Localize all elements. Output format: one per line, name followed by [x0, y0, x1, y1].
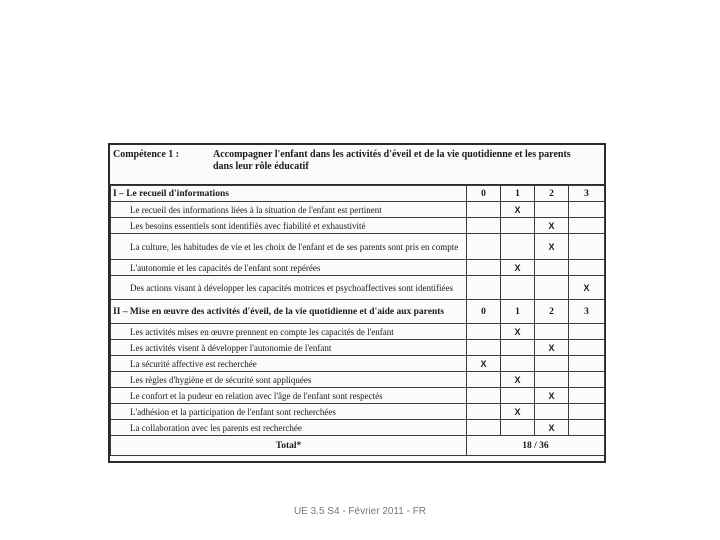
score-column-header: 0	[467, 186, 501, 202]
competence-title-line1: Accompagner l'enfant dans les activités d'éveil et de la vie quotidienne et les parents	[213, 149, 571, 160]
criterion-text: La sécurité affective est recherchée	[111, 356, 467, 372]
score-column-header: 0	[467, 300, 501, 324]
score-mark: X	[569, 276, 605, 300]
score-cell	[569, 404, 605, 420]
slide-footer: UE 3.5 S4 - Février 2011 - FR	[293, 506, 427, 517]
score-mark: X	[467, 356, 501, 372]
evaluation-table	[110, 185, 605, 456]
score-cell	[569, 202, 605, 218]
score-cell	[535, 372, 569, 388]
score-mark: X	[501, 324, 535, 340]
score-mark: X	[535, 218, 569, 234]
score-cell	[467, 388, 501, 404]
score-cell	[467, 420, 501, 436]
criterion-text: L'adhésion et la participation de l'enfant sont recherchées	[111, 404, 467, 420]
criterion-row	[111, 260, 605, 276]
criterion-row	[111, 388, 605, 404]
score-cell	[501, 276, 535, 300]
score-column-header: 1	[501, 186, 535, 202]
score-cell	[569, 340, 605, 356]
score-cell	[535, 260, 569, 276]
competence-title	[213, 149, 603, 173]
score-column-header: 2	[535, 186, 569, 202]
total-value: 18 / 36	[467, 436, 605, 456]
score-cell	[467, 202, 501, 218]
score-mark: X	[501, 372, 535, 388]
criterion-row	[111, 340, 605, 356]
competence-title-line2: dans leur rôle éducatif	[213, 161, 309, 172]
score-cell	[467, 340, 501, 356]
score-mark: X	[535, 340, 569, 356]
section-header-row	[111, 186, 605, 202]
competence-header	[110, 145, 604, 185]
score-cell	[467, 324, 501, 340]
score-column-header: 3	[569, 186, 605, 202]
criterion-text: L'autonomie et les capacités de l'enfant sont repérées	[111, 260, 467, 276]
score-cell	[467, 260, 501, 276]
criterion-text: Les activités mises en œuvre prennent en compte les capacités de l'enfant	[111, 324, 467, 340]
competence-label: Compétence 1 :	[113, 149, 180, 160]
score-cell	[501, 420, 535, 436]
score-cell	[569, 356, 605, 372]
score-mark: X	[501, 202, 535, 218]
score-cell	[535, 276, 569, 300]
criterion-row	[111, 218, 605, 234]
total-label: Total*	[111, 436, 467, 456]
criterion-text: La culture, les habitudes de vie et les choix de l'enfant et de ses parents sont pris en compte	[111, 234, 467, 260]
score-cell	[569, 372, 605, 388]
score-mark: X	[535, 420, 569, 436]
evaluation-grid-scan	[108, 143, 606, 463]
section-title: I – Le recueil d'informations	[111, 186, 467, 202]
criterion-row	[111, 276, 605, 300]
score-cell	[535, 324, 569, 340]
criterion-row	[111, 324, 605, 340]
criterion-row	[111, 372, 605, 388]
score-cell	[501, 388, 535, 404]
score-column-header: 1	[501, 300, 535, 324]
criterion-row	[111, 404, 605, 420]
total-row	[111, 436, 605, 456]
criterion-text: Les besoins essentiels sont identifiés avec fiabilité et exhaustivité	[111, 218, 467, 234]
criterion-text: Les activités visent à développer l'autonomie de l'enfant	[111, 340, 467, 356]
score-cell	[569, 388, 605, 404]
score-cell	[569, 260, 605, 276]
score-cell	[535, 404, 569, 420]
score-column-header: 2	[535, 300, 569, 324]
score-cell	[501, 340, 535, 356]
criterion-text: Des actions visant à développer les capacités motrices et psychoaffectives sont identifiées	[111, 276, 467, 300]
evaluation-table-body	[111, 186, 605, 456]
score-mark: X	[501, 260, 535, 276]
criterion-row	[111, 356, 605, 372]
criterion-text: Le recueil des informations liées à la situation de l'enfant est pertinent	[111, 202, 467, 218]
section-title: II – Mise en œuvre des activités d'éveil, de la vie quotidienne et d'aide aux parents	[111, 300, 467, 324]
criterion-text: Le confort et la pudeur en relation avec l'âge de l'enfant sont respectés	[111, 388, 467, 404]
score-cell	[569, 420, 605, 436]
criterion-row	[111, 234, 605, 260]
score-cell	[467, 404, 501, 420]
score-cell	[501, 218, 535, 234]
score-cell	[501, 234, 535, 260]
score-cell	[467, 218, 501, 234]
score-column-header: 3	[569, 300, 605, 324]
criterion-text: Les règles d'hygiène et de sécurité sont appliquées	[111, 372, 467, 388]
score-cell	[569, 218, 605, 234]
score-mark: X	[501, 404, 535, 420]
score-cell	[569, 324, 605, 340]
criterion-row	[111, 202, 605, 218]
score-cell	[467, 372, 501, 388]
score-cell	[535, 356, 569, 372]
criterion-row	[111, 420, 605, 436]
criterion-text: La collaboration avec les parents est recherchée	[111, 420, 467, 436]
score-cell	[467, 276, 501, 300]
score-mark: X	[535, 388, 569, 404]
score-cell	[501, 356, 535, 372]
score-cell	[569, 234, 605, 260]
score-cell	[467, 234, 501, 260]
section-header-row	[111, 300, 605, 324]
score-cell	[535, 202, 569, 218]
score-mark: X	[535, 234, 569, 260]
